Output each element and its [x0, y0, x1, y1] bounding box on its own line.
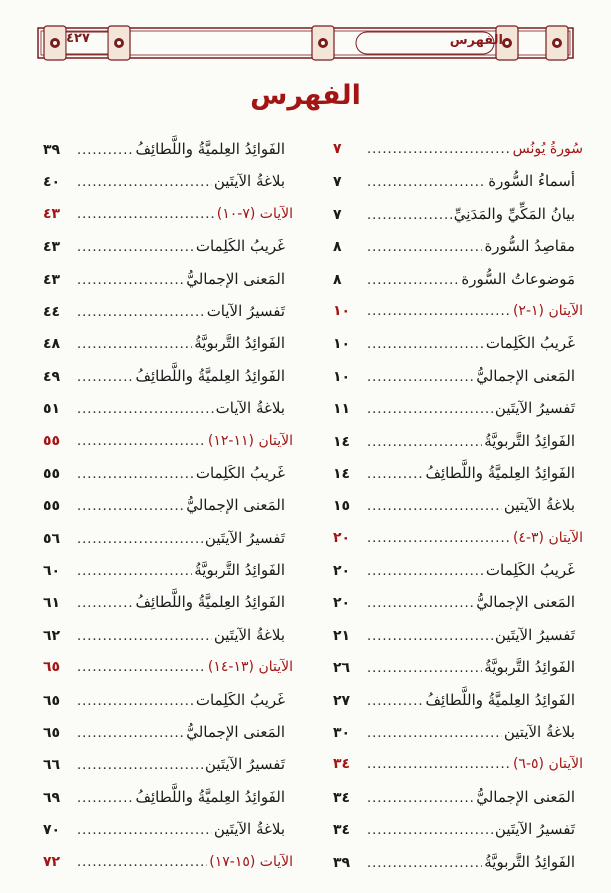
toc-entry-title: المَعنى الإجماليُّ	[476, 366, 575, 385]
toc-entry-page: ١٠	[333, 368, 351, 385]
leader-dots	[77, 135, 133, 167]
page-title: الفهرس	[250, 80, 361, 111]
leader-dots	[367, 167, 486, 199]
toc-section-heading[interactable]	[43, 846, 293, 878]
toc-entry[interactable]	[333, 684, 583, 716]
leader-dots	[77, 491, 184, 523]
toc-entry-title: أسماءُ السُّورة	[488, 172, 575, 191]
leader-dots	[367, 491, 502, 523]
toc-entry-title: الفَوائِدُ العِلميَّةُ واللَّطائِفُ	[135, 593, 285, 612]
toc-section-heading[interactable]	[43, 651, 293, 683]
toc-entry-page: ٢٠	[333, 563, 351, 580]
toc-entry[interactable]	[43, 716, 293, 748]
toc-entry[interactable]	[43, 295, 293, 327]
toc-entry[interactable]	[333, 489, 583, 521]
toc-entry[interactable]	[333, 457, 583, 489]
leader-dots	[367, 200, 452, 232]
leader-dots	[77, 686, 194, 718]
toc-entry-title: غَريبُ الكَلِمات	[195, 237, 285, 256]
toc-entry[interactable]	[43, 165, 293, 197]
toc-entry-page: ٥٥	[43, 465, 61, 482]
toc-section-heading[interactable]	[333, 522, 583, 554]
toc-entry-title: الفَوائِدُ العِلميَّةُ واللَّطائِفُ	[135, 366, 285, 385]
toc-entry[interactable]	[43, 522, 293, 554]
leader-dots	[367, 653, 482, 685]
toc-section-heading[interactable]	[333, 748, 583, 780]
leader-dots	[77, 847, 207, 879]
leader-dots	[367, 815, 493, 847]
leader-dots	[367, 296, 511, 328]
toc-entry-title: المَعنى الإجماليُّ	[186, 723, 285, 742]
toc-entry-page: ٧	[333, 141, 342, 157]
toc-entry-page: ٣٤	[333, 789, 351, 806]
toc-entry[interactable]	[333, 554, 583, 586]
toc-entry-page: ٦٠	[43, 563, 61, 580]
toc-entry-title: الفَوائِدُ العِلميَّةُ واللَّطائِفُ	[135, 140, 285, 158]
toc-entry-page: ١٠	[333, 336, 351, 353]
leader-dots	[77, 426, 206, 458]
toc-entry-title: الآيتان (١٣-١٤)	[207, 659, 293, 676]
toc-entry[interactable]	[333, 716, 583, 748]
toc-entry-title: المَعنى الإجماليُّ	[186, 269, 285, 288]
toc-entry-page: ٦٥	[43, 659, 61, 676]
toc-entry[interactable]	[333, 813, 583, 845]
toc-entry-title: غَريبُ الكَلِمات	[485, 334, 575, 353]
toc-entry-page: ٧٠	[43, 822, 61, 839]
running-head: الفهرس	[449, 33, 503, 48]
leader-dots	[77, 815, 212, 847]
toc-left-column	[43, 133, 293, 878]
toc-entry[interactable]	[333, 425, 583, 457]
toc-entry[interactable]	[43, 263, 293, 295]
leader-dots	[367, 427, 482, 459]
toc-entry-page: ٤٤	[43, 303, 61, 320]
toc-entry-page: ٤٩	[43, 368, 61, 385]
leader-dots	[77, 329, 192, 361]
toc-entry-title: الفَوائِدُ التَّربويَّةُ	[194, 561, 285, 580]
toc-entry[interactable]	[43, 554, 293, 586]
toc-entry-title: بيانُ المَكِّيِّ والمَدَنِيِّ	[453, 204, 575, 223]
leader-dots	[77, 718, 184, 750]
toc-entry[interactable]	[333, 619, 583, 651]
page-header	[36, 22, 575, 64]
toc-entry[interactable]	[333, 327, 583, 359]
toc-entry-title: بلاغةُ الآيتَين	[213, 625, 285, 644]
toc-entry-title: الفَوائِدُ العِلميَّةُ واللَّطائِفُ	[425, 690, 575, 709]
toc-entry-title: الفَوائِدُ التَّربويَّةُ	[484, 658, 575, 677]
toc-entry-title: الفَوائِدُ العِلميَّةُ واللَّطائِفُ	[135, 787, 285, 806]
leader-dots	[77, 297, 205, 329]
leader-dots	[77, 652, 206, 684]
leader-dots	[367, 556, 484, 588]
toc-entry-page: ٥١	[43, 401, 61, 418]
leader-dots	[77, 750, 203, 782]
toc-entry-page: ٤٠	[43, 174, 61, 191]
toc-entry-page: ٣٠	[333, 725, 351, 742]
toc-entry[interactable]	[43, 813, 293, 845]
toc-entry-page: ٧	[333, 206, 342, 223]
toc-entry-page: ٥٥	[43, 498, 61, 515]
leader-dots	[77, 167, 212, 199]
toc-entry-title: بلاغةُ الآيتين	[503, 496, 575, 515]
toc-entry[interactable]	[43, 360, 293, 392]
leader-dots	[77, 459, 194, 491]
leader-dots	[77, 265, 184, 297]
toc-section-heading[interactable]	[43, 425, 293, 457]
toc-entry-title: المَعنى الإجماليُّ	[476, 787, 575, 806]
toc-entry-title: غَريبُ الكَلِمات	[195, 690, 285, 709]
toc-entry-title: الفَوائِدُ العِلميَّةُ واللَّطائِفُ	[425, 463, 575, 482]
toc-entry-page: ١٠	[333, 302, 351, 319]
leader-dots	[367, 362, 474, 394]
toc-entry[interactable]	[333, 392, 583, 424]
toc-entry-title: الفَوائِدُ التَّربويَّةُ	[484, 431, 575, 450]
toc-entry-title: تَفسيرُ الآيتَين	[494, 820, 575, 839]
toc-entry-title: تَفسيرُ الآيتَين	[204, 755, 285, 774]
toc-entry-title: المَعنى الإجماليُّ	[476, 593, 575, 612]
leader-dots	[367, 134, 511, 166]
toc-entry-page: ٢٧	[333, 692, 351, 709]
toc-entry-page: ٣٩	[333, 854, 351, 871]
toc-entry-page: ٥٦	[43, 530, 61, 547]
toc-entry[interactable]	[333, 651, 583, 683]
toc-entry[interactable]	[43, 684, 293, 716]
toc-entry[interactable]	[333, 846, 583, 878]
toc-entry[interactable]	[43, 489, 293, 521]
toc-entry-title: بلاغةُ الآيتَين	[213, 820, 285, 839]
leader-dots	[77, 362, 133, 394]
toc-entry[interactable]	[43, 619, 293, 651]
leader-dots	[367, 718, 502, 750]
toc-entry-title: تَفسيرُ الآيات	[206, 301, 285, 320]
toc-right-column	[333, 133, 583, 878]
toc-entry[interactable]	[333, 360, 583, 392]
toc-section-heading[interactable]	[333, 295, 583, 327]
toc-entry-page: ١٤	[333, 433, 351, 450]
toc-entry[interactable]	[43, 230, 293, 262]
leader-dots	[77, 524, 203, 556]
toc-entry[interactable]	[333, 263, 583, 295]
toc-entry-page: ٦٥	[43, 692, 61, 709]
toc-entry-title: الفَوائِدُ التَّربويَّةُ	[484, 852, 575, 871]
toc-section-heading[interactable]	[333, 133, 583, 165]
leader-dots	[77, 199, 215, 231]
toc-entry[interactable]	[333, 586, 583, 618]
leader-dots	[77, 232, 194, 264]
toc-entry[interactable]	[43, 327, 293, 359]
toc-entry-page: ٦٥	[43, 725, 61, 742]
toc-entry-title: غَريبُ الكَلِمات	[485, 561, 575, 580]
toc-entry-page: ٥٥	[43, 432, 61, 449]
leader-dots	[367, 749, 511, 781]
leader-dots	[77, 556, 192, 588]
toc-entry-page: ١٥	[333, 498, 351, 515]
leader-dots	[367, 523, 511, 555]
toc-entry-title: الآيات (١٥-١٧)	[209, 853, 293, 870]
toc-entry-title: بلاغةُ الآيتين	[503, 723, 575, 742]
leader-dots	[367, 588, 474, 620]
toc-entry-title: تَفسيرُ الآيتَين	[204, 528, 285, 547]
toc-entry-page: ٨	[333, 271, 342, 288]
toc-entry-page: ٦٩	[43, 789, 61, 806]
toc-entry-title: الآيتان (١١-١٢)	[207, 432, 293, 449]
leader-dots	[367, 232, 482, 264]
leader-dots	[77, 394, 214, 426]
toc-entry-title: الآيتان (١-٢)	[512, 302, 583, 319]
leader-dots	[367, 265, 459, 297]
toc-entry-page: ٢٠	[333, 529, 351, 546]
toc-section-heading[interactable]	[43, 198, 293, 230]
toc-entry-title: المَعنى الإجماليُّ	[186, 496, 285, 515]
toc-entry[interactable]	[43, 586, 293, 618]
leader-dots	[367, 783, 474, 815]
toc-entry[interactable]	[333, 230, 583, 262]
toc-entry-page: ٢٦	[333, 660, 351, 677]
page-number: ٤٢٧	[66, 31, 90, 46]
toc-entry-title: مقاصِدُ السُّورة	[484, 237, 575, 256]
toc-entry-page: ٣٤	[333, 756, 351, 773]
toc-entry-page: ٤٣	[43, 239, 61, 256]
toc-entry[interactable]	[333, 781, 583, 813]
toc-entry[interactable]	[43, 781, 293, 813]
leader-dots	[367, 686, 423, 718]
toc-entry-page: ٧٢	[43, 853, 61, 870]
toc-entry-title: بلاغةُ الآيتَين	[213, 172, 285, 191]
toc-entry[interactable]	[43, 457, 293, 489]
toc-entry-page: ٦٦	[43, 757, 61, 774]
toc-entry[interactable]	[43, 133, 293, 165]
toc-entry[interactable]	[43, 748, 293, 780]
toc-entry-title: تَفسيرُ الآيتَين	[494, 625, 575, 644]
toc-entry-page: ٢١	[333, 627, 351, 644]
toc-entry-page: ٤٨	[43, 336, 61, 353]
toc-entry-page: ٤٣	[43, 205, 61, 222]
leader-dots	[367, 459, 423, 491]
toc-entry-page: ١٤	[333, 465, 351, 482]
toc-entry-title: غَريبُ الكَلِمات	[195, 463, 285, 482]
toc-entry-page: ٨	[333, 239, 342, 256]
toc-entry-page: ٢٠	[333, 595, 351, 612]
toc-entry-title: الآيتان (٣-٤)	[512, 529, 583, 546]
toc-entry[interactable]	[333, 165, 583, 197]
toc-entry-title: تَفسيرُ الآيتَين	[494, 399, 575, 418]
toc-entry-page: ٦١	[43, 595, 61, 612]
leader-dots	[367, 394, 493, 426]
toc-entry[interactable]	[43, 392, 293, 424]
toc-entry-title: الآيتان (٥-٦)	[512, 756, 583, 773]
toc-entry-page: ٣٩	[43, 142, 61, 158]
leader-dots	[367, 329, 484, 361]
leader-dots	[77, 621, 212, 653]
leader-dots	[367, 848, 482, 880]
toc-entry-title: الآيات (٧-١٠)	[216, 205, 293, 222]
toc-entry-title: سُورةُ يُونُس	[512, 141, 583, 157]
leader-dots	[77, 588, 133, 620]
leader-dots	[77, 783, 133, 815]
leader-dots	[367, 621, 493, 653]
toc-entry-page: ٧	[333, 174, 342, 191]
toc-entry-page: ٦٢	[43, 627, 61, 644]
toc-entry-title: بلاغةُ الآيات	[215, 399, 285, 418]
toc-entry-title: الفَوائِدُ التَّربويَّةُ	[194, 334, 285, 353]
toc-entry[interactable]	[333, 198, 583, 230]
toc-entry-page: ٣٤	[333, 822, 351, 839]
toc-entry-page: ٤٣	[43, 271, 61, 288]
toc-entry-title: مَوضوعاتُ السُّورة	[461, 269, 575, 288]
toc-entry-page: ١١	[333, 401, 351, 418]
